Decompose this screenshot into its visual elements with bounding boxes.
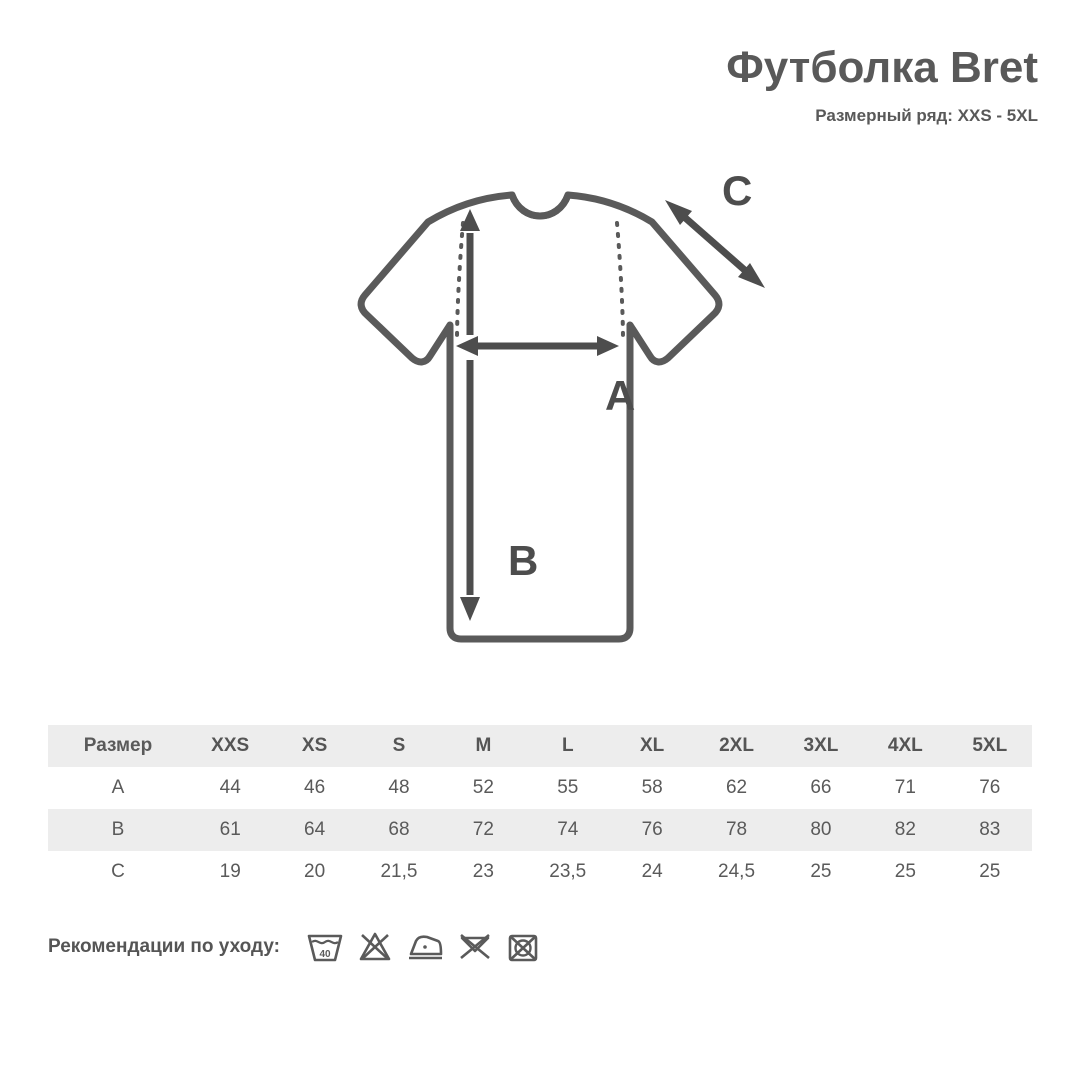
wash-40-icon	[306, 930, 344, 964]
table-cell: 76	[641, 819, 663, 840]
header	[726, 44, 1038, 126]
table-column-header: S	[392, 735, 406, 756]
arrow-a	[456, 336, 619, 356]
table-cell: 52	[472, 777, 494, 798]
care-instructions	[48, 930, 540, 964]
care-label: Рекомендации по уходу:	[48, 936, 280, 957]
table-cell: 23	[472, 861, 494, 882]
table-cell: 80	[810, 819, 832, 840]
label-a: A	[605, 372, 636, 419]
table-column-header: 2XL	[719, 735, 754, 756]
table-header-row	[48, 725, 1032, 767]
iron-low-icon	[406, 930, 444, 964]
table-cell: 61	[219, 819, 241, 840]
table-cell: 82	[894, 819, 916, 840]
table-cell: 72	[472, 819, 494, 840]
table-column-header: 3XL	[803, 735, 839, 756]
label-b: B	[508, 537, 539, 584]
table-corner-label: Размер	[83, 735, 153, 756]
no-bleach-icon	[358, 930, 392, 964]
table-cell: 78	[725, 819, 748, 840]
care-icon-list	[306, 930, 540, 964]
table-column-header: XXS	[211, 735, 250, 756]
no-dry-clean-icon	[506, 930, 540, 964]
table-header	[48, 725, 1032, 767]
wash-temp-text: 40	[319, 949, 331, 960]
page-title: Футболка Bret	[726, 43, 1038, 92]
row-label: B	[111, 819, 125, 840]
label-c: C	[722, 175, 753, 214]
size-table	[48, 725, 1032, 893]
table-cell: 25	[979, 861, 1001, 882]
table-column-header: 5XL	[972, 735, 1008, 756]
table-cell: 48	[388, 777, 410, 798]
arrow-b	[460, 360, 480, 621]
table-cell: 55	[557, 777, 579, 798]
arrow-neck	[460, 209, 480, 335]
table-cell: 24,5	[718, 861, 756, 882]
table-column-header: XL	[640, 735, 665, 756]
table-cell: 68	[388, 819, 410, 840]
table-cell: 25	[810, 861, 832, 882]
table-cell: 46	[304, 777, 326, 798]
table-body	[48, 767, 1032, 893]
table-cell: 58	[641, 777, 663, 798]
table-column-header: XS	[301, 735, 328, 756]
row-label: A	[111, 777, 125, 798]
row-label: C	[111, 861, 125, 882]
table-cell: 62	[725, 777, 748, 798]
table-column-header: L	[561, 735, 574, 756]
table-cell: 76	[979, 777, 1001, 798]
table-column-header: 4XL	[887, 735, 923, 756]
table-row	[48, 767, 1032, 809]
table-cell: 66	[810, 777, 832, 798]
table-cell: 25	[894, 861, 916, 882]
table-cell: 21,5	[380, 861, 418, 882]
table-cell: 74	[557, 819, 579, 840]
table-cell: 44	[219, 777, 241, 798]
table-cell: 64	[304, 819, 326, 840]
table-cell: 71	[894, 777, 916, 798]
table-column-header: M	[475, 735, 492, 756]
table-cell: 23,5	[549, 861, 587, 882]
no-tumble-dry-icon	[458, 930, 492, 964]
table-cell: 24	[641, 861, 663, 882]
table-row	[48, 851, 1032, 893]
tshirt-illustration	[260, 175, 820, 675]
table-row	[48, 809, 1032, 851]
table-cell: 19	[219, 861, 241, 882]
tshirt-diagram	[0, 175, 1080, 695]
size-range-subtitle: Размерный ряд: XXS - 5XL	[815, 106, 1038, 126]
table-cell: 83	[979, 819, 1001, 840]
table-cell: 20	[304, 861, 326, 882]
